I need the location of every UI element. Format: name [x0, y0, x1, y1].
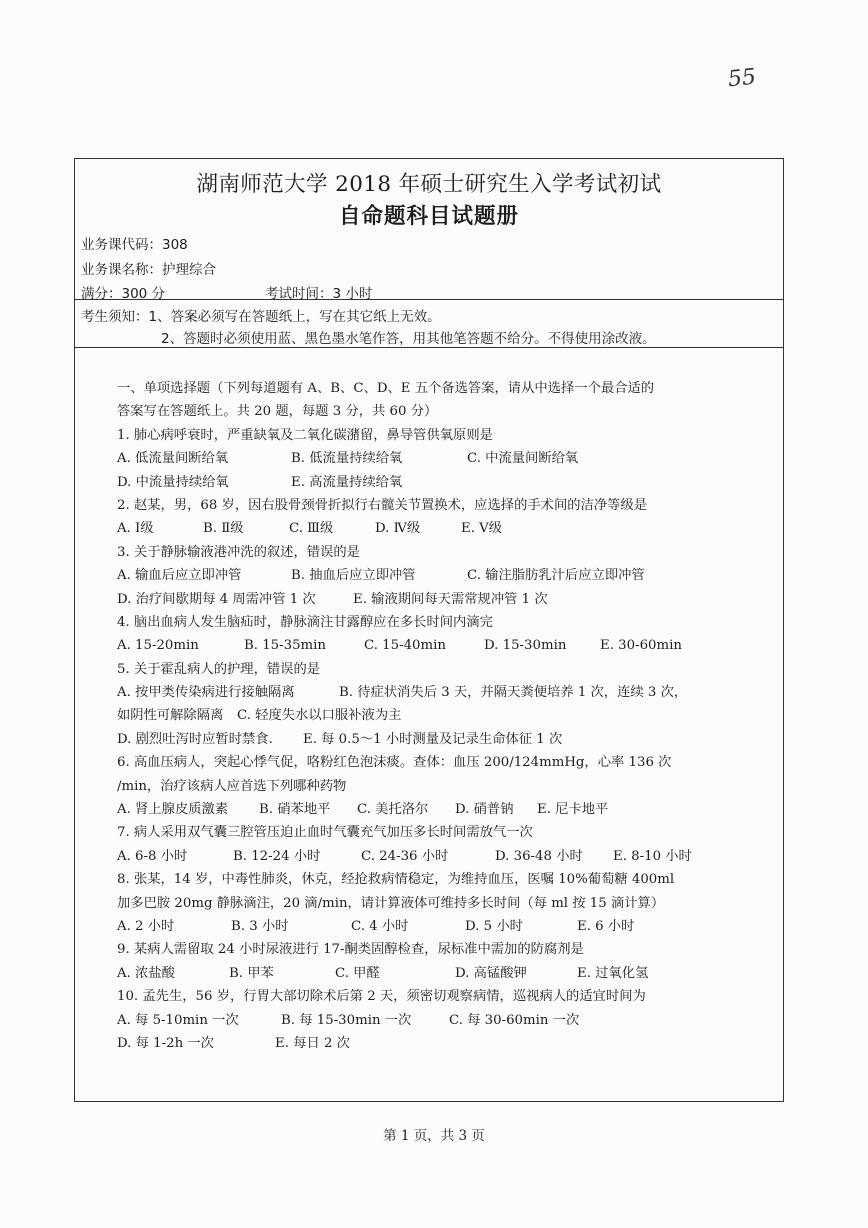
- option: E. 输液期间每天需常规冲管 1 次: [353, 591, 548, 607]
- option: A. 按甲类传染病进行接触隔离: [117, 685, 295, 701]
- page-footer: 第 1 页，共 3 页: [383, 1128, 485, 1144]
- option: E. 尼卡地平: [537, 802, 609, 818]
- option: A. 输血后应立即冲管: [117, 568, 242, 584]
- option: D. 5 小时: [465, 918, 523, 934]
- option: A. 15-20min: [117, 638, 199, 654]
- option: A. Ⅰ级: [117, 521, 154, 537]
- option: B. 抽血后应立即冲管: [291, 568, 416, 584]
- option: C. 中流量间断给氧: [467, 451, 579, 467]
- question-stem: 3. 关于静脉输液港冲洗的叙述，错误的是: [117, 544, 360, 560]
- option: A. 每 5-10min 一次: [117, 1012, 239, 1028]
- option: E. Ⅴ级: [461, 521, 503, 537]
- option: D. 治疗间歇期每 4 周需冲管 1 次: [117, 591, 316, 607]
- question-stem: 8. 张某，14 岁，中毒性肺炎，休克，经抢救病情稳定，为维持血压，医嘱 10%葡萄糖 400ml: [117, 872, 675, 888]
- option: E. 高流量持续给氧: [291, 474, 403, 490]
- course-name: 业务课名称：护理综合: [81, 262, 216, 278]
- notice-line-1: 考生须知：1、答案必须写在答题纸上，写在其它纸上无效。: [81, 309, 441, 325]
- question-stem-cont: /min，治疗该病人应首选下列哪种药物: [117, 778, 347, 794]
- option: D. 中流量持续给氧: [117, 474, 229, 490]
- question-stem: 10. 孟先生，56 岁，行胃大部切除术后第 2 天，须密切观察病情，巡视病人的适宜时间为: [117, 989, 646, 1005]
- option-cont: 如阴性可解除隔离: [117, 708, 224, 724]
- full-score: 满分：300 分: [81, 286, 166, 302]
- divider: [75, 347, 783, 348]
- option: D. 15-30min: [484, 638, 567, 654]
- option: E. 6 小时: [577, 918, 635, 934]
- option: C. 24-36 小时: [361, 848, 449, 864]
- option: D. 硝普钠: [455, 802, 514, 818]
- option: A. 浓盐酸: [117, 965, 175, 981]
- option: B. 甲苯: [229, 965, 274, 981]
- exam-subtitle: 自命题科目试题册: [338, 204, 519, 229]
- option: C. 15-40min: [364, 638, 446, 654]
- option: E. 过氧化氢: [577, 965, 649, 981]
- question-stem: 6. 高血压病人，突起心悸气促，咯粉红色泡沫痰。查体：血压 200/124mmHg，心率 136 次: [117, 755, 672, 771]
- option: B. 12-24 小时: [233, 848, 321, 864]
- option: D. 剧烈吐泻时应暂时禁食.: [117, 731, 273, 747]
- option: B. 每 15-30min 一次: [281, 1012, 412, 1028]
- question-stem-cont: 加多巴胺 20mg 静脉滴注，20 滴/min，请计算液体可维持多长时间（每 ml 按 15 滴计算）: [117, 895, 665, 911]
- question-stem: 5. 关于霍乱病人的护理，错误的是: [117, 661, 321, 677]
- option: D. 36-48 小时: [495, 848, 583, 864]
- option: C. 轻度失水以口服补液为主: [237, 708, 402, 724]
- question-section: [117, 377, 737, 1055]
- option: C. 甲醛: [335, 965, 380, 981]
- option: B. 硝苯地平: [259, 802, 331, 818]
- option: B. 15-35min: [244, 638, 326, 654]
- option: D. Ⅳ级: [375, 521, 421, 537]
- option: B. 3 小时: [231, 918, 289, 934]
- question-stem: 9. 某病人需留取 24 小时尿液进行 17-酮类固醇检查，尿标准中需加的防腐剂是: [117, 942, 584, 958]
- question-stem: 2. 赵某，男，68 岁，因右股骨颈骨折拟行右髋关节置换术，应选择的手术间的洁净等级是: [117, 497, 648, 513]
- exam-frame: [74, 158, 784, 1102]
- option: D. 高锰酸钾: [455, 965, 527, 981]
- option: B. 低流量持续给氧: [291, 451, 403, 467]
- option: C. 4 小时: [351, 918, 409, 934]
- option: C. Ⅲ级: [289, 521, 334, 537]
- option: A. 6-8 小时: [117, 848, 188, 864]
- exam-title: 湖南师范大学 2018 年硕士研究生入学考试初试: [196, 172, 662, 197]
- divider: [75, 299, 783, 300]
- option: C. 输注脂肪乳汁后应立即冲管: [467, 568, 645, 584]
- option: C. 美托洛尔: [357, 802, 429, 818]
- exam-time: 考试时间：3 小时: [265, 286, 373, 302]
- option: C. 每 30-60min 一次: [449, 1012, 580, 1028]
- section-heading: 一、单项选择题（下列每道题有 A、B、C、D、E 五个备选答案，请从中选择一个最合适的: [117, 381, 655, 396]
- option: A. 肾上腺皮质激素: [117, 802, 229, 818]
- question-stem: 7. 病人采用双气囊三腔管压迫止血时气囊充气加压多长时间需放气一次: [117, 825, 533, 841]
- option: A. 2 小时: [117, 918, 175, 934]
- option: E. 每 0.5～1 小时测量及记录生命体征 1 次: [303, 731, 563, 747]
- question-stem: 4. 脑出血病人发生脑疝时，静脉滴注甘露醇应在多长时间内滴完: [117, 614, 493, 630]
- question-stem: 1. 肺心病呼衰时，严重缺氧及二氧化碳潴留，鼻导管供氧原则是: [117, 427, 493, 443]
- section-heading-cont: 答案写在答题纸上。共 20 题，每题 3 分，共 60 分）: [117, 404, 438, 420]
- option: E. 每日 2 次: [275, 1035, 350, 1051]
- notice-line-2: 2、答题时必须使用蓝、黑色墨水笔作答，用其他笔答题不给分。不得使用涂改液。: [161, 331, 656, 347]
- option: D. 每 1-2h 一次: [117, 1035, 214, 1051]
- option: E. 8-10 小时: [613, 848, 692, 864]
- option: B. 待症状消失后 3 天，并隔天粪便培养 1 次，连续 3 次，: [339, 685, 688, 701]
- handwritten-page-number: 55: [726, 64, 758, 93]
- course-code: 业务课代码：308: [81, 237, 188, 253]
- option: A. 低流量间断给氧: [117, 451, 229, 467]
- option: B. Ⅱ级: [203, 521, 244, 537]
- option: E. 30-60min: [600, 638, 682, 654]
